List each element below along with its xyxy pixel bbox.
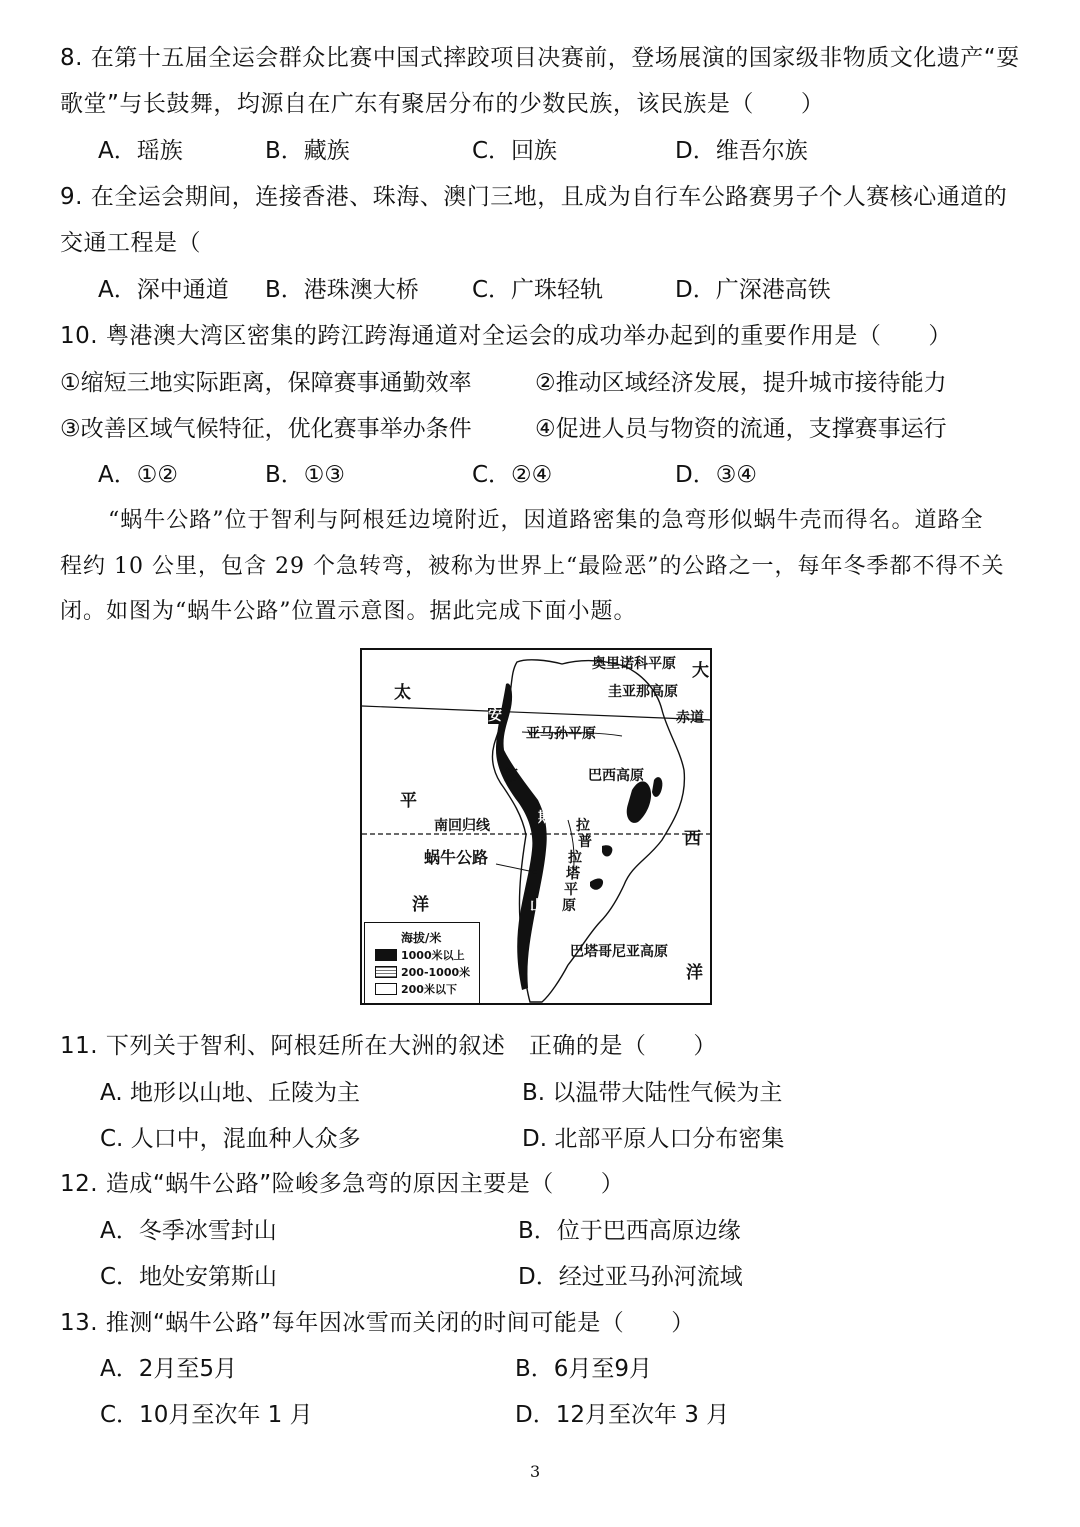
page-number: 3 bbox=[530, 1462, 541, 1481]
q13-option-a: A．2月至5月 bbox=[100, 1356, 238, 1382]
laplata-char-5: 平 bbox=[564, 882, 578, 898]
pacific-char-2: 平 bbox=[400, 791, 417, 811]
q10-statement-3: ③改善区域气候特征，优化赛事举办条件 bbox=[60, 416, 472, 442]
q13-option-b: B．6月至9月 bbox=[515, 1356, 653, 1382]
q10-statement-1: ①缩短三地实际距离，保障赛事通勤效率 bbox=[60, 370, 472, 396]
laplata-char-3: 拉 bbox=[568, 850, 582, 866]
andes-char-2: 第 bbox=[504, 768, 518, 784]
pacific-char-3: 洋 bbox=[412, 895, 429, 915]
legend-swatch-mid bbox=[375, 966, 397, 978]
label-guiana-highlands: 圭亚那高原 bbox=[608, 684, 678, 700]
legend-label-mid: 200-1000米 bbox=[401, 966, 471, 979]
snail-road-pointer bbox=[496, 864, 534, 872]
q10-option-c: C．②④ bbox=[472, 462, 553, 488]
q9-option-b: B．港珠澳大桥 bbox=[265, 277, 419, 303]
laplata-char-4: 塔 bbox=[566, 866, 580, 882]
q10-statement-4: ④促进人员与物资的流通，支撑赛事运行 bbox=[535, 416, 947, 442]
q10-stem: 10. 粤港澳大湾区密集的跨江跨海通道对全运会的成功举办起到的重要作用是（ ） bbox=[60, 323, 952, 349]
q9-stem-line1: 9. 在全运会期间，连接香港、珠海、澳门三地，且成为自行车公路赛男子个人赛核心通道的 bbox=[60, 184, 1008, 210]
andes-char-3: 斯 bbox=[538, 810, 552, 826]
q11-option-d: D. 北部平原人口分布密集 bbox=[522, 1126, 785, 1152]
passage-line2: 程约 10 公里，包含 29 个急转弯，被称为世界上“最险恶”的公路之一，每年冬季都不得不关 bbox=[60, 554, 1005, 579]
laplata-char-2: 普 bbox=[578, 834, 592, 850]
andes-char-1: 安 bbox=[488, 708, 502, 724]
q11-stem: 11. 下列关于智利、阿根廷所在大洲的叙述 正确的是（ ） bbox=[60, 1033, 717, 1059]
q12-option-d: D．经过亚马孙河流域 bbox=[518, 1264, 743, 1290]
q11-option-c: C. 人口中，混血种人众多 bbox=[100, 1126, 361, 1152]
legend-row-low bbox=[375, 981, 457, 997]
q8-option-b: B．藏族 bbox=[265, 138, 350, 164]
passage-line3: 闭。如图为“蜗牛公路”位置示意图。据此完成下面小题。 bbox=[60, 599, 637, 624]
q10-statement-2: ②推动区域经济发展，提升城市接待能力 bbox=[535, 370, 947, 396]
q12-option-b: B．位于巴西高原边缘 bbox=[518, 1218, 741, 1244]
label-brazilian-highlands: 巴西高原 bbox=[588, 768, 644, 784]
q8-option-d: D．维吾尔族 bbox=[675, 138, 808, 164]
q9-option-d: D．广深港高铁 bbox=[675, 277, 831, 303]
patagonia-highland-patch bbox=[590, 879, 603, 890]
q8-stem-line2: 歌堂”与长鼓舞，均源自在广东有聚居分布的少数民族，该民族是（ ） bbox=[60, 91, 825, 117]
pacific-char-1: 太 bbox=[394, 683, 411, 703]
label-amazon-plain: 亚马孙平原 bbox=[526, 726, 596, 742]
passage-line1: “蜗牛公路”位于智利与阿根廷边境附近，因道路密集的急弯形似蜗牛壳而得名。道路全 bbox=[108, 508, 984, 533]
label-patagonia: 巴塔哥尼亚高原 bbox=[570, 944, 668, 960]
q12-option-c: C．地处安第斯山 bbox=[100, 1264, 278, 1290]
q10-option-a: A．①② bbox=[98, 462, 178, 488]
q13-stem: 13. 推测“蜗牛公路”每年因冰雪而关闭的时间可能是（ ） bbox=[60, 1310, 695, 1336]
q8-option-a: A．瑶族 bbox=[98, 138, 183, 164]
brazil-highland-patch-3 bbox=[602, 845, 612, 856]
legend-label-low: 200米以下 bbox=[401, 983, 457, 996]
laplata-char-1: 拉 bbox=[576, 818, 590, 834]
legend-label-high: 1000米以上 bbox=[401, 949, 465, 962]
q13-option-c: C．10月至次年 1 月 bbox=[100, 1402, 313, 1428]
label-tropic: 南回归线 bbox=[434, 818, 490, 834]
q9-option-c: C．广珠轻轨 bbox=[472, 277, 604, 303]
legend-row-mid bbox=[375, 964, 470, 980]
label-snail-road: 蜗牛公路 bbox=[424, 848, 489, 867]
label-equator: 赤道 bbox=[676, 710, 704, 726]
legend-row-high bbox=[375, 947, 465, 963]
q9-stem-line2: 交通工程是（ bbox=[60, 230, 201, 256]
map-legend bbox=[364, 922, 480, 1004]
equator-line bbox=[362, 706, 712, 720]
legend-title: 海拔/米 bbox=[401, 931, 442, 945]
laplata-char-6: 原 bbox=[562, 898, 576, 914]
q12-stem: 12. 造成“蜗牛公路”险峻多急弯的原因主要是（ ） bbox=[60, 1171, 625, 1197]
south-america-map bbox=[360, 648, 712, 1005]
snail-road-marker bbox=[533, 870, 537, 874]
q10-option-b: B．①③ bbox=[265, 462, 346, 488]
atlantic-char-1: 大 bbox=[692, 661, 709, 681]
label-orinoco-plain: 奥里诺科平原 bbox=[592, 656, 676, 672]
q10-option-d: D．③④ bbox=[675, 462, 757, 488]
atlantic-char-3: 洋 bbox=[686, 963, 703, 983]
q11-option-b: B. 以温带大陆性气候为主 bbox=[522, 1080, 783, 1106]
q12-option-a: A．冬季冰雪封山 bbox=[100, 1218, 277, 1244]
q13-option-d: D．12月至次年 3 月 bbox=[515, 1402, 730, 1428]
brazil-highland-patch-1 bbox=[627, 781, 651, 822]
andes-char-4: 山 bbox=[530, 898, 544, 914]
atlantic-char-2: 西 bbox=[684, 829, 701, 849]
legend-swatch-low bbox=[375, 983, 397, 995]
q8-option-c: C．回族 bbox=[472, 138, 558, 164]
q8-stem-line1: 8. 在第十五届全运会群众比赛中国式摔跤项目决赛前，登场展演的国家级非物质文化遗产“耍 bbox=[60, 45, 1020, 71]
q9-option-a: A．深中通道 bbox=[98, 277, 229, 303]
brazil-highland-patch-2 bbox=[652, 777, 662, 797]
legend-swatch-high bbox=[375, 949, 397, 961]
q11-option-a: A. 地形以山地、丘陵为主 bbox=[100, 1080, 360, 1106]
